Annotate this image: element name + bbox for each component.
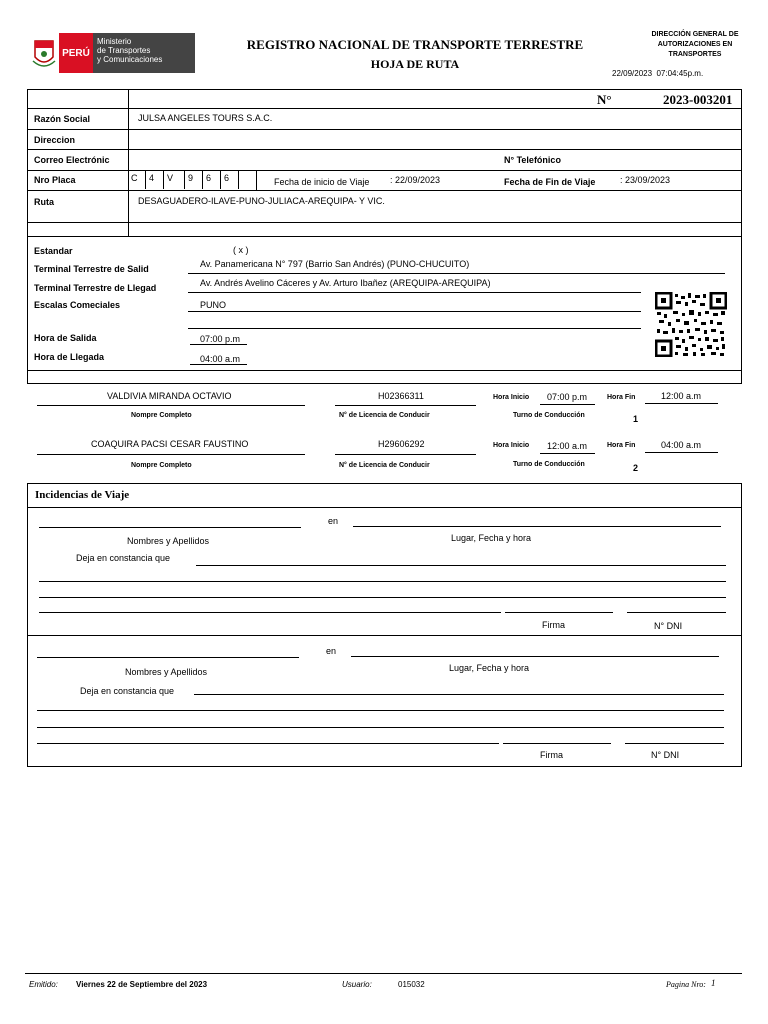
incident-2-dni: N° DNI [651,750,680,760]
footer-usuario-value: 015032 [398,980,425,989]
driver-2-start-label: Hora Inicio [493,442,530,449]
driver-2-end: 04:00 a.m [661,440,702,450]
page-title: REGISTRO NACIONAL DE TRANSPORTE TERRESTRE [246,37,584,52]
main-form [27,89,742,237]
terminal-llegada-label: Terminal Terrestre de Llegad [34,283,157,293]
footer-emitido-label: Emitido: [29,980,58,989]
footer-usuario-label: Usuario: [342,980,372,989]
ruta-value: DESAGUADERO-ILAVE-PUNO-JULIACA-AREQUIPA- Y VIC. [138,196,385,206]
placa-label: Nro Placa [34,175,76,185]
estandar-value: ( x ) [233,245,249,255]
correo-label: Correo Electrónic [34,155,110,165]
driver-2-start: 12:00 a.m [547,441,588,451]
incident-1-names-label: Nombres y Apellidos [127,536,210,546]
plate-char: 6 [221,171,239,189]
hora-salida-label: Hora de Salida [34,333,97,343]
driver-1-turn: 1 [633,414,639,424]
incidents-title: Incidencias de Viaje [35,489,130,501]
driver-1-turn-label: Turno de Conducción [513,412,585,419]
plate-char: C [128,171,146,189]
incident-1-place-label: Lugar, Fecha y hora [451,533,532,543]
doc-number: 2023-003201 [663,92,733,107]
plate-char: V [164,171,185,189]
driver-1-name-label: Nompre Completo [131,412,192,419]
incident-2-en: en [326,646,337,656]
mtc-logo [29,33,195,73]
incident-1-dni: N° DNI [654,621,683,631]
plate-char: 9 [185,171,203,189]
hora-salida-value: 07:00 p.m [200,334,241,344]
ruta-label: Ruta [34,197,54,207]
print-datetime: 22/09/2023 07:04:45p.m. [612,69,704,78]
incident-1-firma: Firma [542,620,565,630]
fecha-inicio-value: : 22/09/2023 [390,175,441,185]
qr-code-icon [655,292,727,357]
footer-emitido-value: Viernes 22 de Septiembre del 2023 [76,980,208,989]
terminal-llegada-value: Av. Andrés Avelino Cáceres y Av. Arturo Ibañez (AREQUIPA-AREQUIPA) [200,278,491,288]
driver-1-end-label: Hora Fin [607,394,636,401]
driver-1-start-label: Hora Inicio [493,394,530,401]
incident-1-en: en [328,516,339,526]
driver-2-name-label: Nompre Completo [131,462,192,469]
page-subtitle: HOJA DE RUTA [370,57,460,71]
telefono-label: N° Telefónico [504,155,561,165]
driver-1-start: 07:00 p.m [547,392,588,402]
driver-1-license: H02366311 [378,391,424,401]
incident-2-firma: Firma [540,750,563,760]
razon-social-value: JULSA ANGELES TOURS S.A.C. [138,113,273,123]
incident-1-deja: Deja en constancia que [76,553,171,563]
footer-pagina-value: 1 [711,978,716,988]
razon-social-label: Razón Social [34,114,91,124]
incident-2-deja: Deja en constancia que [80,686,175,696]
fecha-inicio-label: Fecha de inicio de Viaje [274,177,370,187]
fecha-fin-label: Fecha de Fin de Viaje [504,177,596,187]
fecha-fin-value: : 23/09/2023 [620,175,671,185]
terminal-salida-label: Terminal Terrestre de Salid [34,264,149,274]
incident-2-place-label: Lugar, Fecha y hora [449,663,530,673]
logo-country: PERÚ [59,33,93,73]
driver-2-turn: 2 [633,463,639,473]
hora-llegada-label: Hora de Llegada [34,352,105,362]
driver-2-license-label: N° de Licencia de Conducir [339,462,430,469]
direccion-label: Direccion [34,135,76,145]
driver-1-end: 12:00 a.m [661,391,702,401]
footer-pagina-label: Pagina Nro: [666,980,706,989]
driver-2-turn-label: Turno de Conducción [513,461,585,468]
escalas-value: PUNO [200,300,227,310]
coat-of-arms-icon [29,33,59,73]
terminal-salida-value: Av. Panamericana N° 797 (Barrio San Andrés) (PUNO-CHUCUITO) [200,259,470,269]
incident-2-names-label: Nombres y Apellidos [125,667,208,677]
plate-char: 4 [146,171,164,189]
driver-1-name: VALDIVIA MIRANDA OCTAVIO [107,391,232,401]
escalas-label: Escalas Comeciales [34,300,121,310]
dept-name: DIRECCIÓN GENERAL DE AUTORIZACIONES EN TRANSPORTES [651,31,739,58]
hora-llegada-value: 04:00 a.m [200,354,241,364]
doc-number-label: N° [597,92,612,107]
driver-2-license: H29606292 [378,439,425,449]
driver-2-end-label: Hora Fin [607,442,636,449]
estandar-label: Estandar [34,246,73,256]
logo-ministry: Ministerio de Transportes y Comunicaciones [93,33,195,73]
driver-2-name: COAQUIRA PACSI CESAR FAUSTINO [91,439,249,449]
plate-char: 6 [203,171,221,189]
driver-1-license-label: N° de Licencia de Conducir [339,412,430,419]
